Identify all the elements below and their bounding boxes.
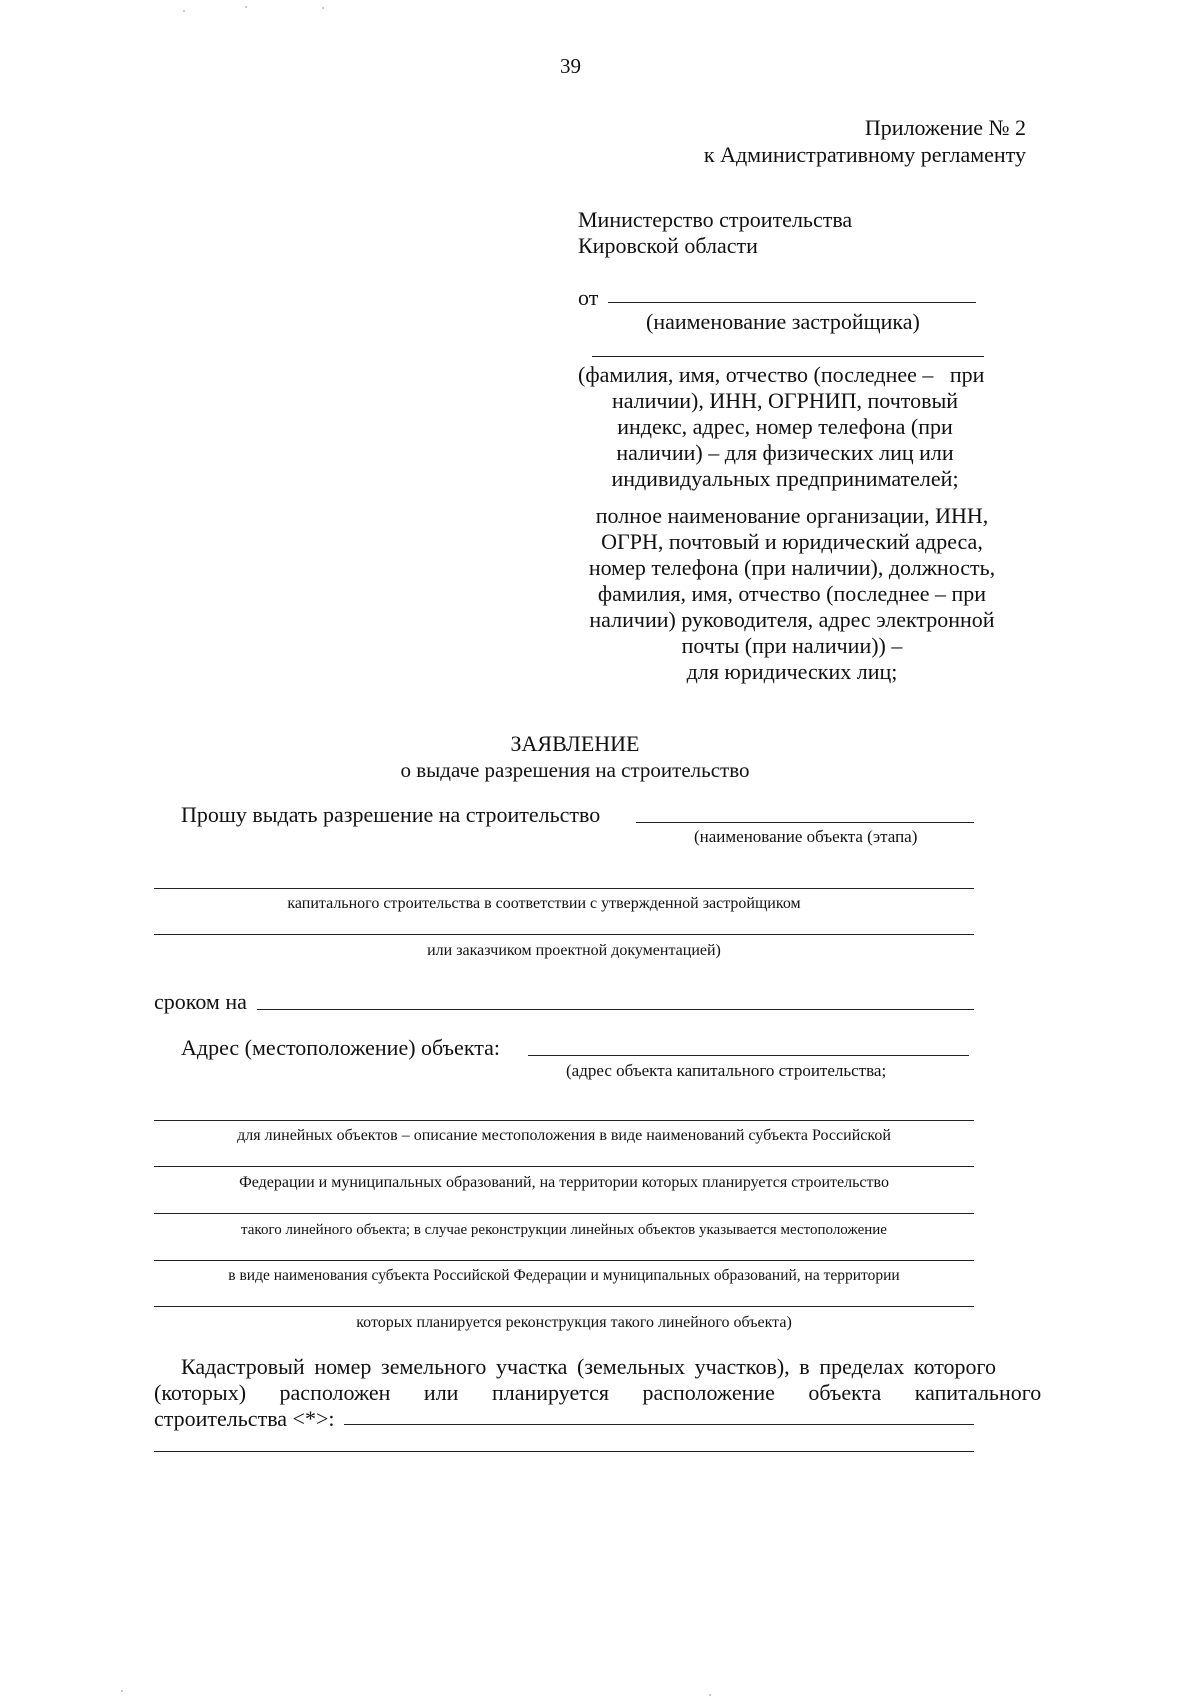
legal-entities-caption: [572, 503, 1012, 685]
developer-fill-line[interactable]: [608, 302, 976, 303]
individuals-caption-line: индивидуальных предпринимателей;: [611, 466, 959, 491]
address-caption-line: такого линейного объекта; в случае реконструкции линейных объектов указывается местоположение: [241, 1222, 887, 1238]
cadastral-fill-line-2[interactable]: [154, 1451, 974, 1452]
scan-speck: [322, 7, 324, 9]
object-caption-3: или заказчиком проектной документацией): [427, 942, 721, 959]
term-fill-line[interactable]: [257, 1009, 974, 1010]
individuals-caption-line: наличии), ИНН, ОГРНИП, почтовый: [611, 388, 959, 413]
ministry-name-line2: Кировской области: [578, 233, 758, 258]
object-name-fill-line-2[interactable]: [154, 888, 974, 889]
individuals-caption-line: индекс, адрес, номер телефона (при: [617, 414, 953, 439]
address-fill-line[interactable]: [528, 1055, 969, 1056]
address-fill-line-6[interactable]: [154, 1306, 974, 1307]
individuals-caption-line: (фамилия, имя, отчество (последнее – при: [578, 362, 985, 387]
legal-caption-line: для юридических лиц;: [686, 659, 898, 684]
appendix-reference: к Административному регламенту: [703, 142, 1026, 167]
legal-caption-line: номер телефона (при наличии), должность,: [588, 555, 996, 580]
applicant-fill-line[interactable]: [592, 356, 984, 357]
address-caption-line: (адрес объекта капитального строительства;: [566, 1061, 887, 1080]
ministry-name-line1: Министерство строительства: [578, 207, 853, 232]
term-label: сроком на: [154, 989, 247, 1014]
address-fill-line-3[interactable]: [154, 1166, 974, 1167]
request-text: Прошу выдать разрешение на строительство: [181, 802, 601, 827]
legal-caption-line: наличии) руководителя, адрес электронной: [589, 607, 995, 632]
page-number: 39: [560, 54, 581, 78]
address-fill-line-4[interactable]: [154, 1213, 974, 1214]
cadastral-fill-line[interactable]: [344, 1424, 974, 1425]
scan-speck: [245, 6, 247, 8]
address-fill-line-2[interactable]: [154, 1120, 974, 1121]
object-caption: (наименование объекта (этапа): [694, 827, 918, 846]
individuals-caption-line: наличии) – для физических лиц или: [616, 440, 954, 465]
object-name-fill-line-3[interactable]: [154, 934, 974, 935]
cadastral-text-line2: (которых) расположен или планируется расположение объекта капитального: [154, 1380, 1042, 1405]
address-caption-line: Федерации и муниципальных образований, на территории которых планируется строительство: [239, 1174, 889, 1191]
address-caption-line: которых планируется реконструкция такого линейного объекта): [356, 1314, 792, 1331]
statement-title: ЗАЯВЛЕНИЕ: [510, 731, 640, 756]
individuals-caption: [572, 362, 998, 492]
legal-caption-line: полное наименование организации, ИНН,: [595, 503, 989, 528]
scan-speck: [121, 1690, 123, 1692]
legal-caption-line: фамилия, имя, отчество (последнее – при: [597, 581, 987, 606]
legal-caption-line: ОГРН, почтовый и юридический адреса,: [601, 529, 983, 554]
from-label: от: [578, 285, 599, 310]
cadastral-text-line3: строительства <*>:: [154, 1406, 335, 1431]
appendix-number: Приложение № 2: [864, 115, 1026, 140]
address-fill-line-5[interactable]: [154, 1260, 974, 1261]
legal-caption-line: почты (при наличии)) –: [681, 633, 903, 658]
scan-speck: [709, 1694, 711, 1696]
address-label: Адрес (местоположение) объекта:: [181, 1035, 500, 1060]
address-caption-line: в виде наименования субъекта Российской Федерации и муниципальных образований, на территории: [228, 1267, 900, 1284]
developer-caption: (наименование застройщика): [646, 309, 920, 334]
statement-subtitle: о выдаче разрешения на строительство: [400, 758, 750, 782]
address-caption-line: для линейных объектов – описание местоположения в виде наименований субъекта Российской: [237, 1127, 891, 1144]
object-caption-2: капитального строительства в соответствии с утвержденной застройщиком: [287, 895, 801, 912]
object-name-fill-line[interactable]: [636, 822, 974, 823]
cadastral-text-line1: Кадастровый номер земельного участка (земельных участков), в пределах которого: [181, 1354, 996, 1379]
scan-speck: [183, 10, 185, 12]
